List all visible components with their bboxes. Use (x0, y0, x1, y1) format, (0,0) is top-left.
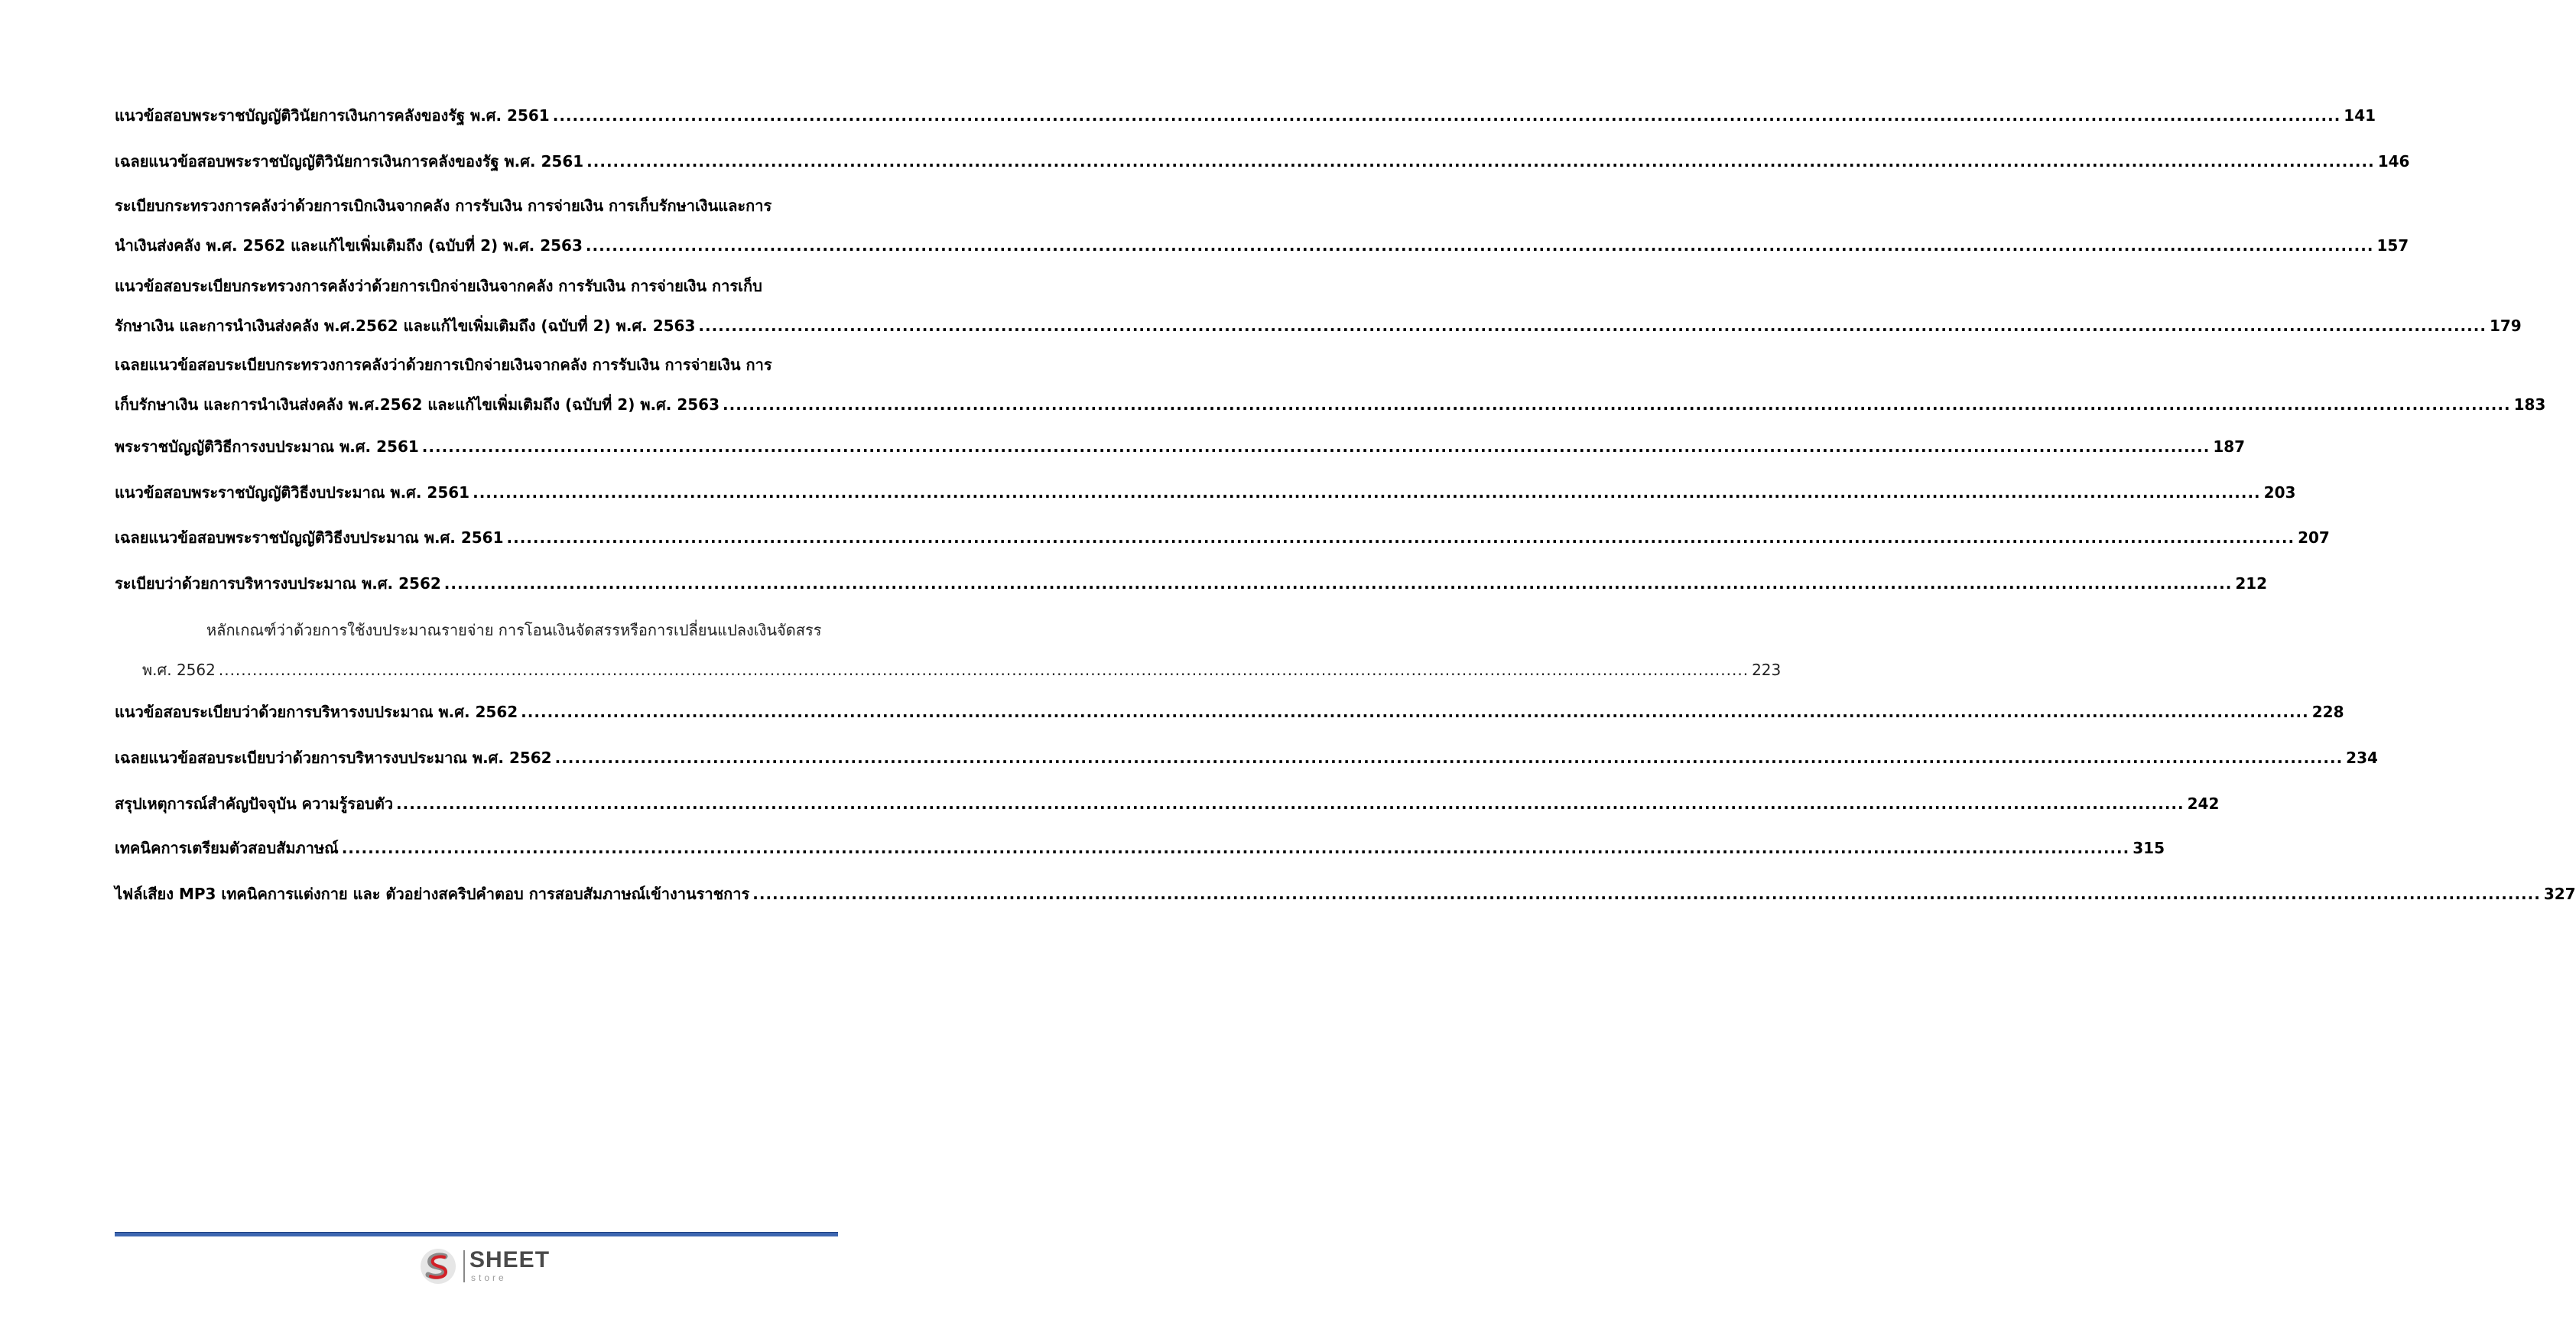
toc-page-number: 223 (1752, 661, 1782, 679)
sheet-store-logo (419, 1247, 557, 1287)
toc-entry[interactable] (115, 792, 2220, 832)
toc-entry-title: รักษาเงิน และการนำเงินส่งคลัง พ.ศ.2562 และแก้ไขเพิ่มเติมถึง (ฉบับที่ 2) พ.ศ. 2563 (115, 317, 696, 335)
toc-entry[interactable] (115, 619, 1782, 698)
toc-page-number: 146 (2377, 152, 2410, 171)
toc-entry-title: เฉลยแนวข้อสอบระเบียบว่าด้วยการบริหารงบประมาณ พ.ศ. 2562 (115, 749, 552, 767)
toc-entry-title: สรุปเหตุการณ์สำคัญปัจจุบัน ความรู้รอบตัว (115, 794, 394, 813)
logo-word: SHEET (469, 1247, 551, 1272)
toc-page-number: 228 (2311, 703, 2344, 721)
toc-leader-dots (521, 700, 2309, 723)
toc-page-number: 157 (2376, 236, 2409, 255)
toc-page-number: 242 (2187, 794, 2220, 813)
toc-entry[interactable] (115, 882, 2576, 922)
toc-entry[interactable] (115, 353, 2546, 433)
toc-page-number: 315 (2133, 839, 2165, 857)
toc-leader-dots (586, 234, 2374, 257)
toc-entry[interactable] (115, 104, 2376, 144)
sheet-store-s-icon (419, 1247, 457, 1285)
toc-leader-dots (586, 150, 2375, 173)
toc-entry-title: เฉลยแนวข้อสอบระเบียบกระทรวงการคลังว่าด้วยการเบิกจ่ายเงินจากคลัง การรับเงิน การจ่ายเงิน การ (115, 356, 772, 374)
toc-entry[interactable] (115, 526, 2330, 566)
toc-entry-title: ระเบียบว่าด้วยการบริหารงบประมาณ พ.ศ. 2562 (115, 574, 441, 593)
toc-leader-dots (553, 104, 2341, 127)
toc-page-number: 212 (2235, 574, 2268, 593)
toc-entry[interactable] (115, 194, 2409, 274)
toc-entry[interactable] (115, 746, 2378, 786)
logo-subtitle: store (471, 1272, 507, 1283)
toc-entry-title: หลักเกณฑ์ว่าด้วยการใช้งบประมาณรายจ่าย การโอนเงินจัดสรรหรือการเปลี่ยนแปลงเงินจัดสรร (206, 621, 822, 639)
footer-rule (115, 1232, 838, 1236)
toc-page-number: 141 (2344, 106, 2376, 125)
toc-entry-title: เก็บรักษาเงิน และการนำเงินส่งคลัง พ.ศ.2562 และแก้ไขเพิ่มเติมถึง (ฉบับที่ 2) พ.ศ. 2563 (115, 395, 720, 414)
toc-entry[interactable] (115, 150, 2410, 190)
toc-entry[interactable] (115, 700, 2344, 740)
toc-entry[interactable] (115, 481, 2296, 521)
toc-entry[interactable] (115, 435, 2246, 475)
toc-entry-title: พ.ศ. 2562 (142, 661, 216, 679)
toc-page-number: 203 (2263, 483, 2296, 502)
toc-entry-title: แนวข้อสอบพระราชบัญญัติวิธีงบประมาณ พ.ศ. 2561 (115, 483, 470, 502)
toc-leader-dots (342, 837, 2130, 859)
toc-entry-title: ไฟล์เสียง MP3 เทคนิคการแต่งกาย และ ตัวอย่างสคริปคำตอบ การสอบสัมภาษณ์เข้างานราชการ (115, 885, 750, 903)
toc-page-number: 179 (2489, 317, 2522, 335)
toc-leader-dots (473, 481, 2261, 504)
toc-page-number: 207 (2298, 528, 2330, 547)
toc-entry-title: นำเงินส่งคลัง พ.ศ. 2562 และแก้ไขเพิ่มเติมถึง (ฉบับที่ 2) พ.ศ. 2563 (115, 236, 583, 255)
toc-entry-title: แนวข้อสอบระเบียบว่าด้วยการบริหารงบประมาณ พ.ศ. 2562 (115, 703, 518, 721)
toc-entry[interactable] (115, 275, 2522, 354)
toc-entry-title: พระราชบัญญัติวิธีการงบประมาณ พ.ศ. 2561 (115, 437, 419, 456)
toc-leader-dots (422, 435, 2211, 458)
toc-entry-title: แนวข้อสอบระเบียบกระทรวงการคลังว่าด้วยการเบิกจ่ายเงินจากคลัง การรับเงิน การจ่ายเงิน การเก็บ (115, 277, 762, 295)
toc-leader-dots (444, 572, 2233, 595)
toc-leader-dots (698, 314, 2487, 337)
toc-page-number: 327 (2543, 885, 2576, 903)
toc-entry-title: เฉลยแนวข้อสอบพระราชบัญญัติวินัยการเงินการคลังของรัฐ พ.ศ. 2561 (115, 152, 584, 171)
toc-entry-title: แนวข้อสอบพระราชบัญญัติวินัยการเงินการคลังของรัฐ พ.ศ. 2561 (115, 106, 550, 125)
toc-leader-dots (219, 658, 1749, 681)
toc-page-number: 183 (2513, 395, 2546, 414)
toc-leader-dots (752, 882, 2541, 905)
toc-entry[interactable] (115, 837, 2165, 876)
toc-leader-dots (555, 746, 2344, 769)
toc-entry-title: เฉลยแนวข้อสอบพระราชบัญญัติวิธีงบประมาณ พ.ศ. 2561 (115, 528, 504, 547)
toc-entry-title: เทคนิคการเตรียมตัวสอบสัมภาษณ์ (115, 839, 339, 857)
toc-page-number: 234 (2346, 749, 2378, 767)
toc-leader-dots (396, 792, 2185, 815)
toc-page-number: 187 (2213, 437, 2246, 456)
toc-entry-title: ระเบียบกระทรวงการคลังว่าด้วยการเบิกเงินจากคลัง การรับเงิน การจ่ายเงิน การเก็บรักษาเงินและการ (115, 197, 772, 215)
logo-separator (463, 1250, 465, 1282)
toc-entry[interactable] (115, 572, 2268, 612)
toc-leader-dots (723, 393, 2511, 416)
toc-leader-dots (507, 526, 2295, 549)
